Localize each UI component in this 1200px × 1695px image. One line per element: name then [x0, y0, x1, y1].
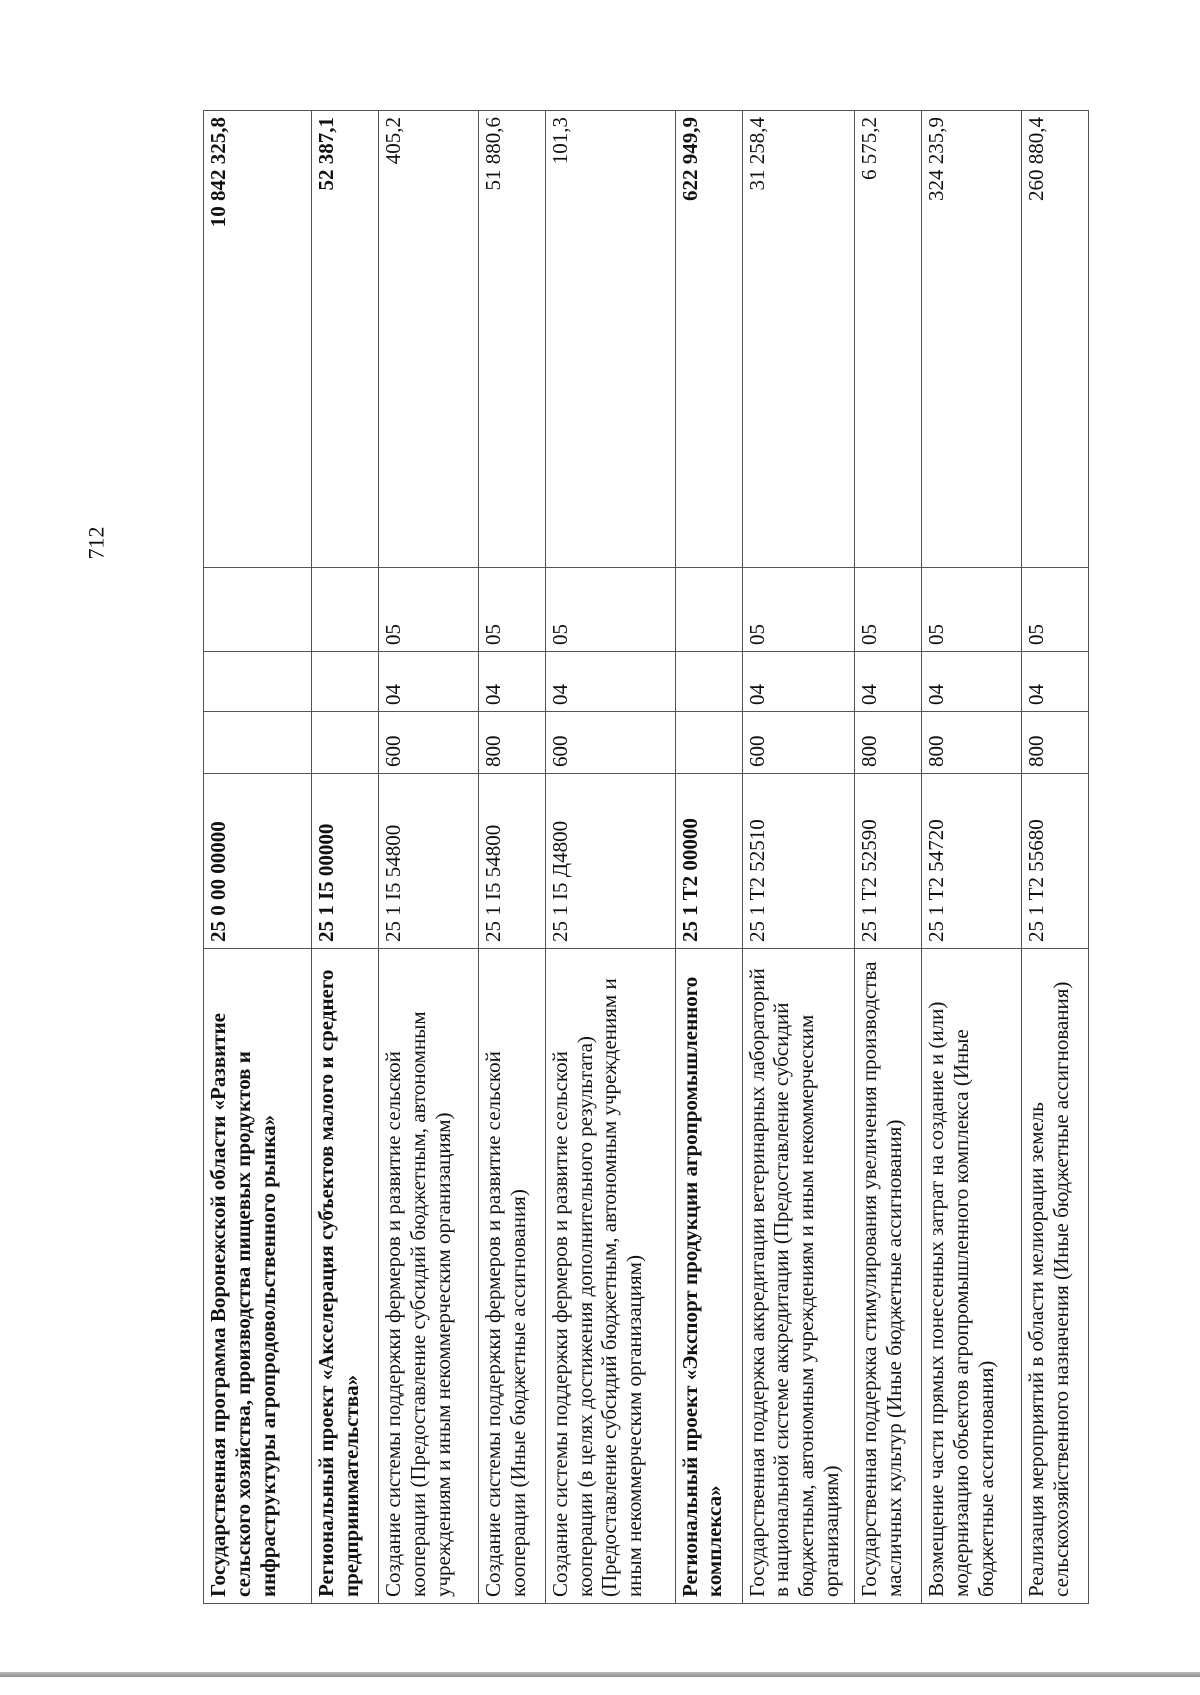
- cell-program-name: Государственная поддержка аккредитации ветеринарных лабораторий в национальной системе аккредитации (Предоставление субсидий бюджетным, автономным учреждениям и иным некоммерческим организациям): [742, 949, 855, 1604]
- cell-program-name: Создание системы поддержки фермеров и развитие сельской кооперации (Иные бюджетные ассигнования): [478, 949, 545, 1604]
- cell-subsection: 05: [545, 568, 675, 652]
- cell-target-code: 25 1 T2 52510: [742, 774, 855, 949]
- cell-subsection: 05: [742, 568, 855, 652]
- cell-amount: 31 258,4: [742, 111, 855, 568]
- cell-amount: 101,3: [545, 111, 675, 568]
- cell-program-name: Создание системы поддержки фермеров и развитие сельской кооперации (в целях достижения дополнительного результата) (Предоставление субсидий бюджетным, автономным учреждениям и иным некоммерческим организациям): [545, 949, 675, 1604]
- cell-subsection: 05: [855, 568, 922, 652]
- cell-target-code: 25 1 I5 54800: [379, 774, 479, 949]
- cell-target-code: 25 0 00 00000: [204, 774, 312, 949]
- table-row: [922, 111, 1022, 1604]
- cell-section: [312, 652, 379, 712]
- cell-expense-type: 800: [1021, 712, 1088, 774]
- cell-program-name: Возмещение части прямых понесенных затрат на создание и (или) модернизацию объектов агропромышленного комплекса (Иные бюджетные ассигнования): [922, 949, 1022, 1604]
- cell-target-code: 25 1 T2 55680: [1021, 774, 1088, 949]
- cell-subsection: [312, 568, 379, 652]
- cell-subsection: 05: [922, 568, 1022, 652]
- table-row: [312, 111, 379, 1604]
- cell-program-name: Государственная поддержка стимулирования увеличения производства масличных культур (Иные бюджетные ассигнования): [855, 949, 922, 1604]
- cell-amount: 52 387,1: [312, 111, 379, 568]
- cell-amount: 260 880,4: [1021, 111, 1088, 568]
- cell-subsection: 05: [478, 568, 545, 652]
- cell-program-name: Государственная программа Воронежской области «Развитие сельского хозяйства, производства пищевых продуктов и инфраструктуры агропродовольственного рынка»: [204, 949, 312, 1604]
- cell-target-code: 25 1 T2 54720: [922, 774, 1022, 949]
- cell-target-code: 25 1 I5 Д4800: [545, 774, 675, 949]
- cell-target-code: 25 1 T2 00000: [675, 774, 742, 949]
- cell-amount: 622 949,9: [675, 111, 742, 568]
- cell-target-code: 25 1 T2 52590: [855, 774, 922, 949]
- cell-section: 04: [855, 652, 922, 712]
- table-row: [675, 111, 742, 1604]
- cell-section: [675, 652, 742, 712]
- cell-subsection: 05: [379, 568, 479, 652]
- cell-section: 04: [1021, 652, 1088, 712]
- cell-amount: 324 235,9: [922, 111, 1022, 568]
- cell-expense-type: [312, 712, 379, 774]
- cell-section: 04: [545, 652, 675, 712]
- cell-subsection: 05: [1021, 568, 1088, 652]
- table-body: [204, 111, 1089, 1604]
- cell-program-name: Создание системы поддержки фермеров и развитие сельской кооперации (Предоставление субсидий бюджетным, автономным учреждениям и иным некоммерческим организациям): [379, 949, 479, 1604]
- cell-expense-type: 800: [922, 712, 1022, 774]
- cell-amount: 6 575,2: [855, 111, 922, 568]
- cell-section: 04: [379, 652, 479, 712]
- cell-target-code: 25 1 I5 54800: [478, 774, 545, 949]
- cell-section: 04: [922, 652, 1022, 712]
- cell-subsection: [204, 568, 312, 652]
- table-row: [204, 111, 312, 1604]
- cell-expense-type: 600: [545, 712, 675, 774]
- cell-amount: 10 842 325,8: [204, 111, 312, 568]
- page-number: 712: [83, 526, 109, 560]
- table-row: [1021, 111, 1088, 1604]
- cell-expense-type: 600: [379, 712, 479, 774]
- table-row: [742, 111, 855, 1604]
- budget-table-container: [203, 111, 1089, 1604]
- cell-expense-type: [675, 712, 742, 774]
- cell-expense-type: 800: [478, 712, 545, 774]
- cell-amount: 51 880,6: [478, 111, 545, 568]
- cell-expense-type: 800: [855, 712, 922, 774]
- cell-amount: 405,2: [379, 111, 479, 568]
- cell-program-name: Региональный проект «Экспорт продукции агропромышленного комплекса»: [675, 949, 742, 1604]
- cell-subsection: [675, 568, 742, 652]
- budget-table: [203, 110, 1089, 1604]
- scan-edge-divider: [0, 1672, 1200, 1677]
- cell-program-name: Реализация мероприятий в области мелиорации земель сельскохозяйственного назначения (Иные бюджетные ассигнования): [1021, 949, 1088, 1604]
- cell-expense-type: 600: [742, 712, 855, 774]
- table-row: [855, 111, 922, 1604]
- table-row: [478, 111, 545, 1604]
- cell-section: [204, 652, 312, 712]
- table-row: [379, 111, 479, 1604]
- table-row: [545, 111, 675, 1604]
- cell-target-code: 25 1 I5 00000: [312, 774, 379, 949]
- cell-section: 04: [742, 652, 855, 712]
- cell-section: 04: [478, 652, 545, 712]
- cell-expense-type: [204, 712, 312, 774]
- cell-program-name: Региональный проект «Акселерация субъектов малого и среднего предпринимательства»: [312, 949, 379, 1604]
